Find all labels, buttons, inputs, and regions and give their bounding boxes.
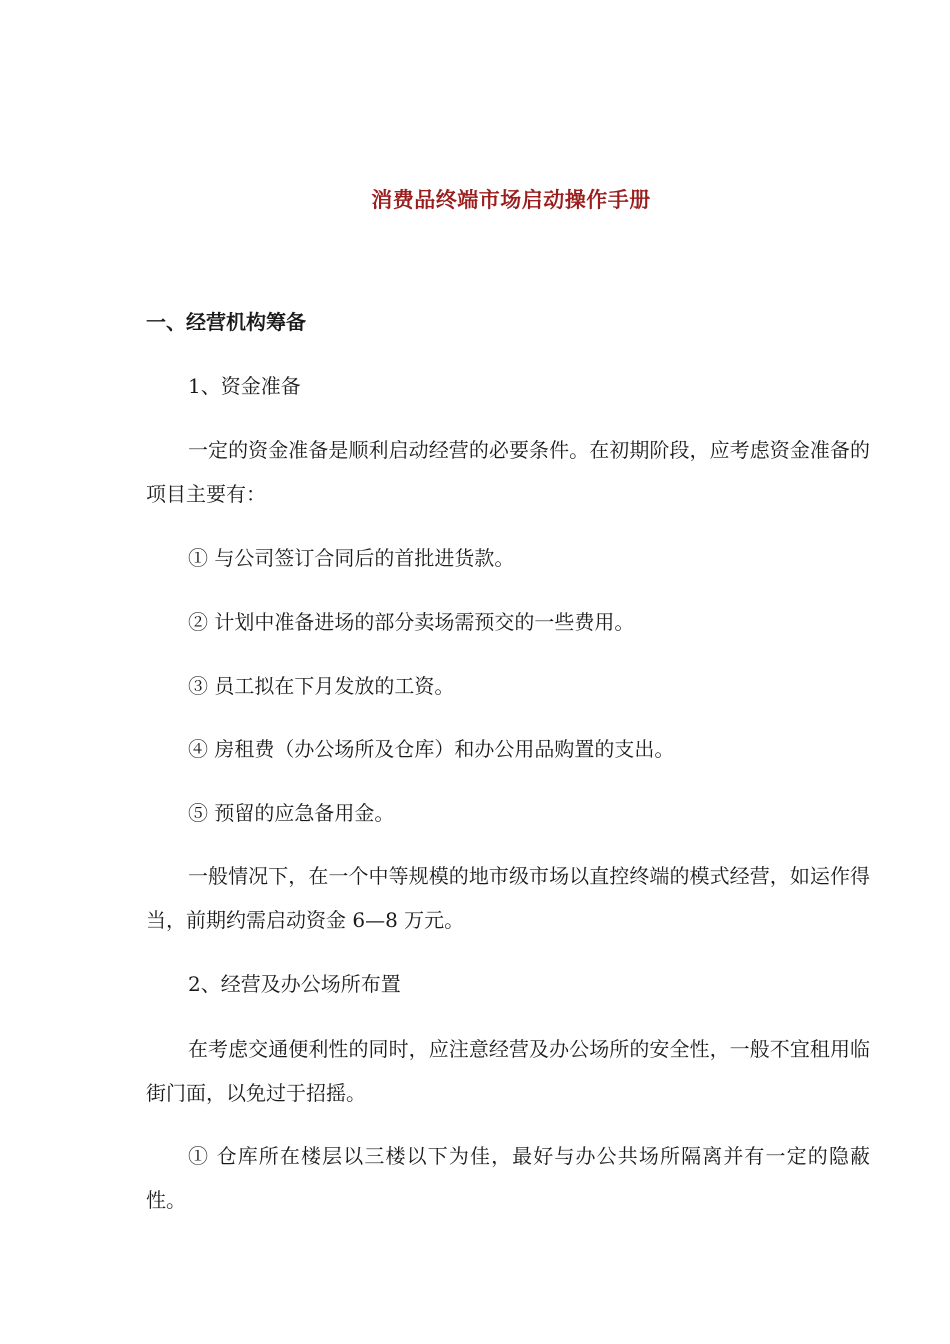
list-item-funds-1: ① 与公司签订合同后的首批进货款。 bbox=[188, 546, 515, 570]
paragraph-premises-intro: 在考虑交通便利性的同时，应注意经营及办公场所的安全性，一般不宜租用临街门面，以免过于招摇。 bbox=[146, 1037, 870, 1105]
paragraph-funds-intro: 一定的资金准备是顺利启动经营的必要条件。在初期阶段，应考虑资金准备的项目主要有： bbox=[146, 438, 870, 506]
list-item-funds-2: ② 计划中准备进场的部分卖场需预交的一些费用。 bbox=[188, 610, 635, 634]
list-item-funds-3: ③ 员工拟在下月发放的工资。 bbox=[188, 674, 455, 698]
list-item-funds-4: ④ 房租费（办公场所及仓库）和办公用品购置的支出。 bbox=[188, 737, 675, 761]
list-item-premises-1: ① 仓库所在楼层以三楼以下为佳，最好与办公共场所隔离并有一定的隐蔽性。 bbox=[146, 1144, 870, 1212]
list-item-funds-5: ⑤ 预留的应急备用金。 bbox=[188, 801, 395, 825]
document-title: 消费品终端市场启动操作手册 bbox=[371, 188, 651, 212]
subsection-heading-premises: 2、经营及办公场所布置 bbox=[188, 972, 401, 996]
paragraph-funds-summary: 一般情况下，在一个中等规模的地市级市场以直控终端的模式经营，如运作得当，前期约需启动资金 6—8 万元。 bbox=[146, 864, 870, 932]
section-heading: 一、经营机构筹备 bbox=[146, 310, 306, 334]
subsection-heading-funds: 1、资金准备 bbox=[188, 374, 301, 398]
